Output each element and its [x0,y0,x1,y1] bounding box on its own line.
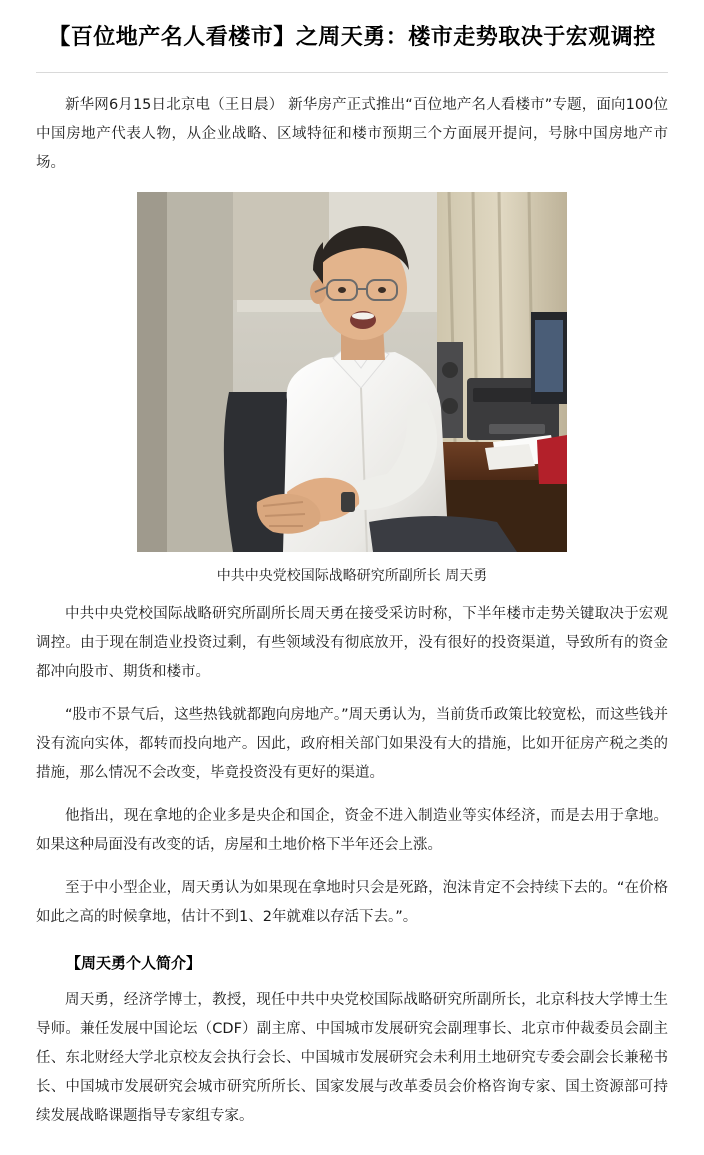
interview-photo [137,192,567,552]
bio-block [36,986,668,1131]
body-paragraph-2: “股市不景气后，这些热钱就都跑向房地产。”周天勇认为，当前货币政策比较宽松，而这些钱并没有流向实体，都转而投向地产。因此，政府相关部门如果没有大的措施，比如开征房产税之类的措施，那么情况不会改变，毕竟投资没有更好的渠道。 [36,706,668,781]
article-figure [36,192,668,590]
article-body [0,73,704,1155]
body-paragraph-4: 至于中小型企业，周天勇认为如果现在拿地时只会是死路，泡沫肯定不会持续下去的。“在价格如此之高的时候拿地，估计不到1、2年就难以存活下去。”。 [36,879,668,925]
figure-caption: 中共中央党校国际战略研究所副所长 周天勇 [216,567,488,584]
lead-paragraph: 新华网6月15日北京电（王日晨） 新华房产正式推出“百位地产名人看楼市”专题，面向100位中国房地产代表人物，从企业战略、区域特征和楼市预期三个方面展开提问，号脉中国房地产市场。 [36,96,668,171]
bio-paragraph: 周天勇，经济学博士，教授，现任中共中央党校国际战略研究所副所长，北京科技大学博士生导师。兼任发展中国论坛（CDF）副主席、中国城市发展研究会副理事长、北京市仲裁委员会副主任、东北财经大学北京校友会执行会长、中国城市发展研究会未利用土地研究专委会副会长兼秘书长、中国城市发展研究会城市研究所所长、国家发展与改革委员会价格咨询专家、国土资源部可持续发展战略课题指导专家组专家。 [36,991,668,1124]
page-title: 【百位地产名人看楼市】之周天勇：楼市走势取决于宏观调控 [48,24,656,50]
interview-photo-graphic [137,192,567,552]
title-block [0,0,704,68]
body-paragraph-1: 中共中央党校国际战略研究所副所长周天勇在接受采访时称，下半年楼市走势关键取决于宏观调控。由于现在制造业投资过剩，有些领域没有彻底放开，没有很好的投资渠道，导致所有的资金都冲向股市、期货和楼市。 [36,605,668,680]
bio-heading: 【周天勇个人简介】 [66,953,202,972]
body-paragraph-3: 他指出，现在拿地的企业多是央企和国企，资金不进入制造业等实体经济，而是去用于拿地。如果这种局面没有改变的话，房屋和土地价格下半年还会上涨。 [36,807,668,853]
